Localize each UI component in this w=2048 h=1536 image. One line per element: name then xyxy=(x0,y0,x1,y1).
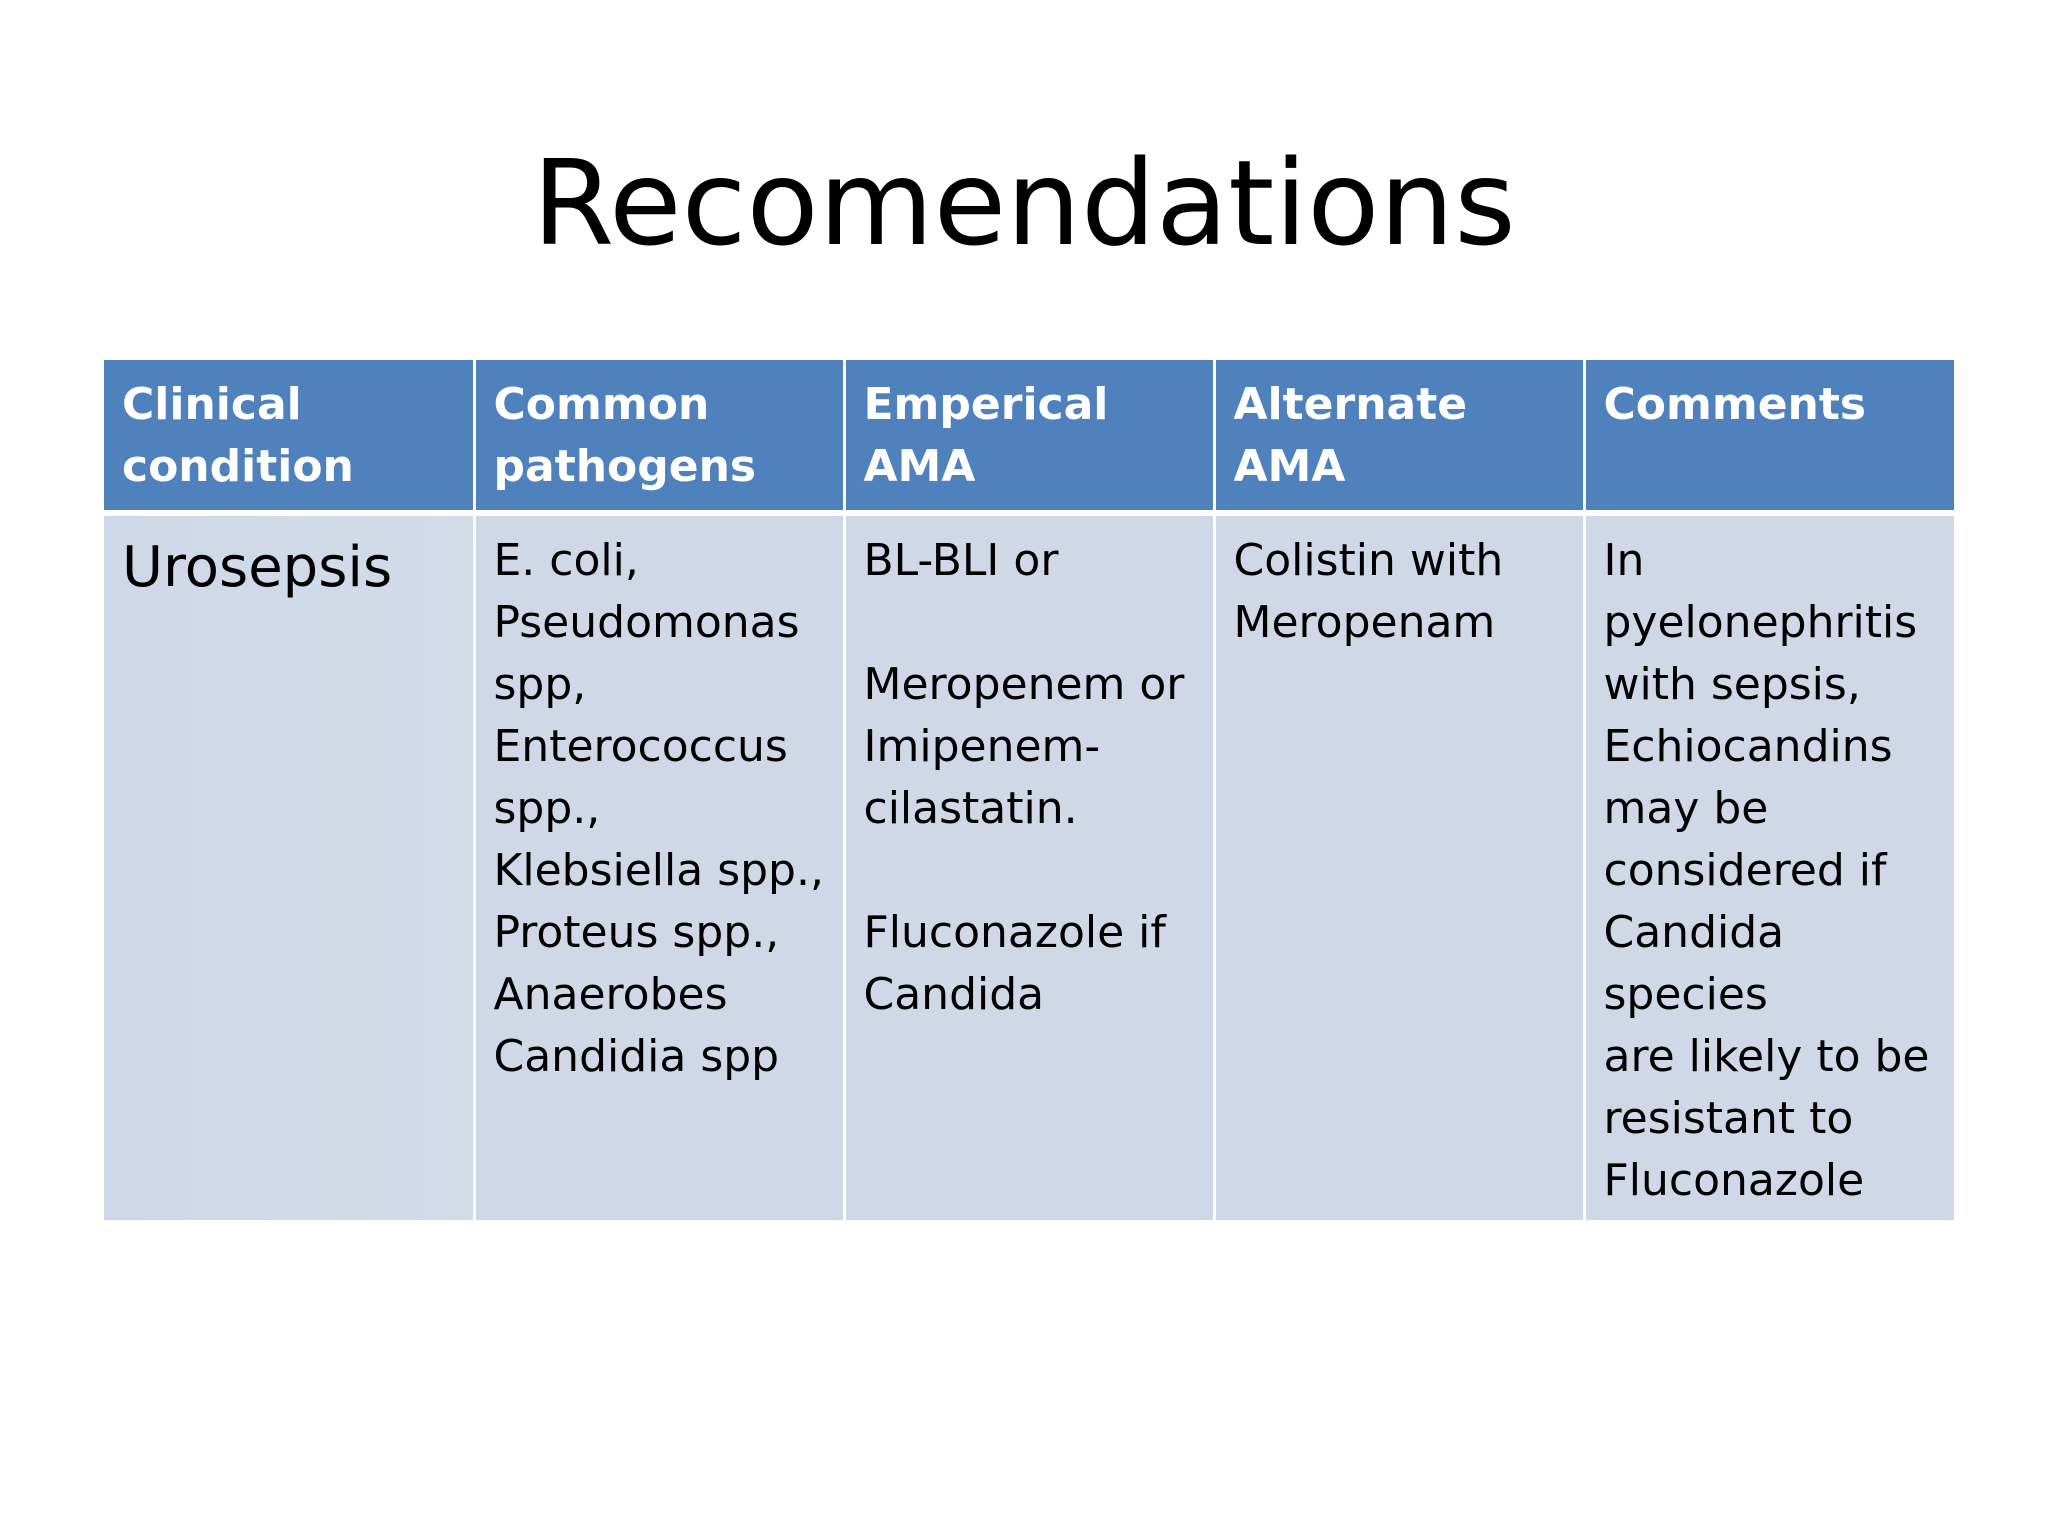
cell-empirical-ama: BL-BLI or Meropenem or Imipenem-cilastatin. Fluconazole if Candida xyxy=(844,513,1214,1220)
cell-comments: In pyelonephritis with sepsis, Echiocandins may be considered if Candida species are likely to be resistant to Fluconazole xyxy=(1584,513,1954,1220)
header-common-pathogens: Common pathogens xyxy=(474,360,844,513)
header-alternate-ama: Alternate AMA xyxy=(1214,360,1584,513)
cell-alternate-ama: Colistin with Meropenam xyxy=(1214,513,1584,1220)
cell-clinical-condition: Urosepsis xyxy=(104,513,474,1220)
header-comments: Comments xyxy=(1584,360,1954,513)
table-row xyxy=(104,513,1954,1220)
header-empirical-ama: Emperical AMA xyxy=(844,360,1214,513)
slide-title: Recomendations xyxy=(532,134,1516,272)
table-header-row xyxy=(104,360,1954,513)
header-clinical-condition: Clinical condition xyxy=(104,360,474,513)
cell-common-pathogens: E. coli, Pseudomonas spp, Enterococcus spp., Klebsiella spp., Proteus spp., Anaerobes Candidia spp xyxy=(474,513,844,1220)
recommendations-table xyxy=(104,360,1954,1220)
